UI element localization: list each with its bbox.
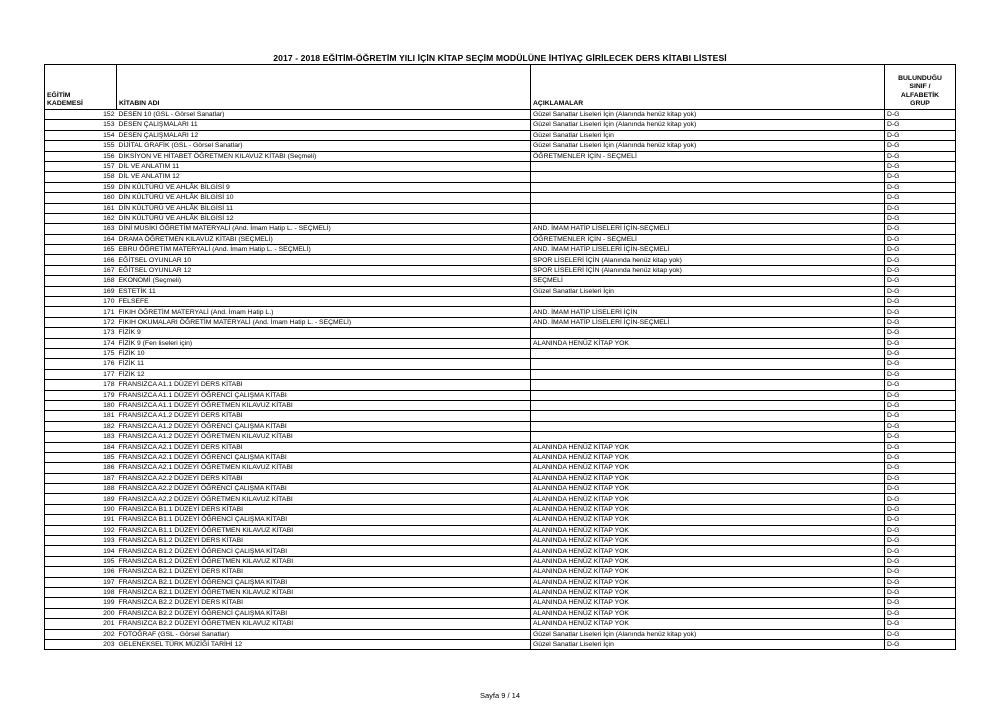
book-description: ALANINDA HENÜZ KİTAP YOK xyxy=(531,619,885,629)
table-row xyxy=(45,369,956,379)
group-code: D-G xyxy=(885,587,956,597)
group-code: D-G xyxy=(885,536,956,546)
group-code: D-G xyxy=(885,193,956,203)
table-row xyxy=(45,442,956,452)
book-description xyxy=(531,421,885,431)
row-number: 187 xyxy=(45,473,117,483)
group-code: D-G xyxy=(885,484,956,494)
group-code: D-G xyxy=(885,608,956,618)
book-name: FIKIH OKUMALARI ÖĞRETİM MATERYALİ (And. İmam Hatip L. - SEÇMELİ) xyxy=(117,317,531,327)
book-description xyxy=(531,411,885,421)
column-header-group-line4: GRUP xyxy=(910,100,930,108)
row-number: 193 xyxy=(45,536,117,546)
row-number: 177 xyxy=(45,369,117,379)
book-description: ALANINDA HENÜZ KİTAP YOK xyxy=(531,484,885,494)
group-code: D-G xyxy=(885,598,956,608)
column-header-kademe-line2: KADEMESİ xyxy=(47,100,83,108)
table-row xyxy=(45,587,956,597)
book-name: ESTETİK 11 xyxy=(117,286,531,296)
table-row xyxy=(45,504,956,514)
table-row xyxy=(45,484,956,494)
row-number: 172 xyxy=(45,317,117,327)
group-code: D-G xyxy=(885,265,956,275)
row-number: 184 xyxy=(45,442,117,452)
book-description: Güzel Sanatlar Liseleri İçin xyxy=(531,286,885,296)
row-number: 186 xyxy=(45,463,117,473)
book-name: FRANSIZCA B2.1 DÜZEYİ ÖĞRENCİ ÇALIŞMA KİTABI xyxy=(117,577,531,587)
book-name: FRANSIZCA A2.1 DÜZEYİ ÖĞRENCİ ÇALIŞMA KİTABI xyxy=(117,452,531,462)
row-number: 197 xyxy=(45,577,117,587)
row-number: 161 xyxy=(45,203,117,213)
table-row xyxy=(45,130,956,140)
row-number: 183 xyxy=(45,432,117,442)
group-code: D-G xyxy=(885,224,956,234)
book-description: ALANINDA HENÜZ KİTAP YOK xyxy=(531,525,885,535)
book-name: FRANSIZCA A1.2 DÜZEYİ DERS KİTABI xyxy=(117,411,531,421)
book-description xyxy=(531,359,885,369)
group-code: D-G xyxy=(885,297,956,307)
group-code: D-G xyxy=(885,494,956,504)
book-description: ALANINDA HENÜZ KİTAP YOK xyxy=(531,608,885,618)
book-description xyxy=(531,390,885,400)
table-row xyxy=(45,328,956,338)
row-number: 192 xyxy=(45,525,117,535)
book-name: GELENEKSEL TÜRK MÜZİĞİ TARİHİ 12 xyxy=(117,639,531,649)
row-number: 154 xyxy=(45,130,117,140)
table-row xyxy=(45,338,956,348)
book-description xyxy=(531,203,885,213)
book-description xyxy=(531,172,885,182)
row-number: 202 xyxy=(45,629,117,639)
book-description: Güzel Sanatlar Liseleri İçin (Alanında henüz kitap yok) xyxy=(531,120,885,130)
group-code: D-G xyxy=(885,546,956,556)
book-name: FRANSIZCA B2.1 DÜZEYİ DERS KİTABI xyxy=(117,567,531,577)
book-name: DİN KÜLTÜRÜ VE AHLÂK BİLGİSİ 12 xyxy=(117,213,531,223)
row-number: 201 xyxy=(45,619,117,629)
book-name: DİN KÜLTÜRÜ VE AHLÂK BİLGİSİ 9 xyxy=(117,182,531,192)
table-row xyxy=(45,255,956,265)
row-number: 174 xyxy=(45,338,117,348)
row-number: 164 xyxy=(45,234,117,244)
book-name: FİZİK 9 xyxy=(117,328,531,338)
book-description: AND. İMAM HATİP LİSELERİ İÇİN-SEÇMELİ xyxy=(531,245,885,255)
book-name: FRANSIZCA A2.2 DÜZEYİ ÖĞRENCİ ÇALIŞMA KİTABI xyxy=(117,484,531,494)
book-description: ALANINDA HENÜZ KİTAP YOK xyxy=(531,504,885,514)
row-number: 185 xyxy=(45,452,117,462)
book-description: Güzel Sanatlar Liseleri İçin (Alanında henüz kitap yok) xyxy=(531,629,885,639)
row-number: 163 xyxy=(45,224,117,234)
row-number: 155 xyxy=(45,141,117,151)
row-number: 152 xyxy=(45,110,117,120)
book-name: DESEN ÇALIŞMALARI 12 xyxy=(117,130,531,140)
table-row xyxy=(45,151,956,161)
row-number: 159 xyxy=(45,182,117,192)
column-header-group-line2: SINIF / xyxy=(909,83,931,91)
table-row xyxy=(45,598,956,608)
table-row xyxy=(45,536,956,546)
group-code: D-G xyxy=(885,639,956,649)
column-header-name: KİTABIN ADI xyxy=(117,65,531,110)
row-number: 175 xyxy=(45,348,117,358)
row-number: 188 xyxy=(45,484,117,494)
table-row xyxy=(45,245,956,255)
group-code: D-G xyxy=(885,556,956,566)
table-row xyxy=(45,452,956,462)
row-number: 199 xyxy=(45,598,117,608)
book-description xyxy=(531,380,885,390)
table-row xyxy=(45,193,956,203)
book-name: DİL VE ANLATIM 12 xyxy=(117,172,531,182)
group-code: D-G xyxy=(885,369,956,379)
table-row xyxy=(45,182,956,192)
table-row xyxy=(45,172,956,182)
book-description: ALANINDA HENÜZ KİTAP YOK xyxy=(531,536,885,546)
book-name: FELSEFE xyxy=(117,297,531,307)
book-description: ÖĞRETMENLER İÇİN - SEÇMELİ xyxy=(531,234,885,244)
row-number: 173 xyxy=(45,328,117,338)
book-name: DRAMA ÖĞRETMEN KILAVUZ KİTABI (SEÇMELİ) xyxy=(117,234,531,244)
group-code: D-G xyxy=(885,359,956,369)
table-row xyxy=(45,234,956,244)
group-code: D-G xyxy=(885,452,956,462)
book-name: FRANSIZCA B1.2 DÜZEYİ ÖĞRETMEN KILAVUZ KİTABI xyxy=(117,556,531,566)
book-name: DESEN ÇALIŞMALARI 11 xyxy=(117,120,531,130)
column-header-group-line1: BULUNDUĞU xyxy=(898,74,942,82)
table-row xyxy=(45,494,956,504)
table-row xyxy=(45,348,956,358)
column-header-kademe xyxy=(45,65,117,110)
book-description: ALANINDA HENÜZ KİTAP YOK xyxy=(531,598,885,608)
group-code: D-G xyxy=(885,120,956,130)
row-number: 190 xyxy=(45,504,117,514)
group-code: D-G xyxy=(885,619,956,629)
row-number: 181 xyxy=(45,411,117,421)
table-row xyxy=(45,265,956,275)
book-description xyxy=(531,348,885,358)
book-description: ALANINDA HENÜZ KİTAP YOK xyxy=(531,546,885,556)
book-description: ALANINDA HENÜZ KİTAP YOK xyxy=(531,515,885,525)
table-row xyxy=(45,608,956,618)
book-description: ALANINDA HENÜZ KİTAP YOK xyxy=(531,556,885,566)
table-row xyxy=(45,224,956,234)
group-code: D-G xyxy=(885,317,956,327)
book-name: EKONOMİ (Seçmeli) xyxy=(117,276,531,286)
group-code: D-G xyxy=(885,307,956,317)
column-header-desc: AÇIKLAMALAR xyxy=(531,65,885,110)
row-number: 195 xyxy=(45,556,117,566)
book-name: DİN KÜLTÜRÜ VE AHLÂK BİLGİSİ 11 xyxy=(117,203,531,213)
book-description: SPOR LİSELERİ İÇİN (Alanında henüz kitap yok) xyxy=(531,265,885,275)
group-code: D-G xyxy=(885,390,956,400)
row-number: 170 xyxy=(45,297,117,307)
group-code: D-G xyxy=(885,151,956,161)
book-description: ÖĞRETMENLER İÇİN - SEÇMELİ xyxy=(531,151,885,161)
table-row xyxy=(45,213,956,223)
table-row xyxy=(45,577,956,587)
book-description: Güzel Sanatlar Liseleri İçin xyxy=(531,130,885,140)
group-code: D-G xyxy=(885,421,956,431)
book-name: DİJİTAL GRAFİK (GSL - Görsel Sanatlar) xyxy=(117,141,531,151)
table-row xyxy=(45,359,956,369)
table-row xyxy=(45,629,956,639)
group-code: D-G xyxy=(885,463,956,473)
row-number: 180 xyxy=(45,400,117,410)
book-name: FRANSIZCA B1.1 DÜZEYİ ÖĞRENCİ ÇALIŞMA KİTABI xyxy=(117,515,531,525)
table-row xyxy=(45,525,956,535)
book-description xyxy=(531,432,885,442)
row-number: 176 xyxy=(45,359,117,369)
group-code: D-G xyxy=(885,432,956,442)
row-number: 162 xyxy=(45,213,117,223)
group-code: D-G xyxy=(885,338,956,348)
table-row xyxy=(45,400,956,410)
book-name: FRANSIZCA B2.2 DÜZEYİ ÖĞRENCİ ÇALIŞMA KİTABI xyxy=(117,608,531,618)
book-description: Güzel Sanatlar Liseleri İçin xyxy=(531,639,885,649)
book-description xyxy=(531,213,885,223)
group-code: D-G xyxy=(885,286,956,296)
book-description xyxy=(531,400,885,410)
group-code: D-G xyxy=(885,182,956,192)
book-description: AND. İMAM HATİP LİSELERİ İÇİN-SEÇMELİ xyxy=(531,317,885,327)
table-row xyxy=(45,276,956,286)
group-code: D-G xyxy=(885,110,956,120)
group-code: D-G xyxy=(885,245,956,255)
book-name: FOTOĞRAF (GSL - Görsel Sanatlar) xyxy=(117,629,531,639)
table-row xyxy=(45,473,956,483)
book-list-table xyxy=(44,64,956,650)
book-description: AND. İMAM HATİP LİSELERİ İÇİN xyxy=(531,307,885,317)
table-header-row xyxy=(45,65,956,110)
table-row xyxy=(45,110,956,120)
table-body xyxy=(45,110,956,650)
table-row xyxy=(45,421,956,431)
table-row xyxy=(45,286,956,296)
book-name: FRANSIZCA B1.2 DÜZEYİ ÖĞRENCİ ÇALIŞMA KİTABI xyxy=(117,546,531,556)
table-row xyxy=(45,546,956,556)
book-description: ALANINDA HENÜZ KİTAP YOK xyxy=(531,442,885,452)
book-name: FIKIH ÖĞRETİM MATERYALİ (And. İmam Hatip L.) xyxy=(117,307,531,317)
book-name: FRANSIZCA B1.1 DÜZEYİ DERS KİTABI xyxy=(117,504,531,514)
group-code: D-G xyxy=(885,577,956,587)
table-row xyxy=(45,432,956,442)
group-code: D-G xyxy=(885,172,956,182)
column-header-kademe-line1: EĞİTİM xyxy=(47,91,71,99)
book-name: FRANSIZCA A1.2 DÜZEYİ ÖĞRENCİ ÇALIŞMA KİTABI xyxy=(117,421,531,431)
book-description: ALANINDA HENÜZ KİTAP YOK xyxy=(531,338,885,348)
table-row xyxy=(45,203,956,213)
book-name: DESEN 10 (GSL - Görsel Sanatlar) xyxy=(117,110,531,120)
book-description xyxy=(531,297,885,307)
group-code: D-G xyxy=(885,380,956,390)
book-name: FRANSIZCA B1.2 DÜZEYİ DERS KİTABI xyxy=(117,536,531,546)
table-row xyxy=(45,463,956,473)
row-number: 166 xyxy=(45,255,117,265)
group-code: D-G xyxy=(885,213,956,223)
row-number: 178 xyxy=(45,380,117,390)
table-row xyxy=(45,619,956,629)
group-code: D-G xyxy=(885,276,956,286)
table-row xyxy=(45,141,956,151)
book-name: FİZİK 12 xyxy=(117,369,531,379)
book-description: Güzel Sanatlar Liseleri İçin (Alanında henüz kitap yok) xyxy=(531,141,885,151)
book-name: DİKSİYON VE HİTABET ÖĞRETMEN KILAVUZ KİTABI (Seçmeli) xyxy=(117,151,531,161)
group-code: D-G xyxy=(885,411,956,421)
book-name: DİNİ MUSİKİ ÖĞRETİM MATERYALİ (And. İmam Hatip L. - SEÇMELİ) xyxy=(117,224,531,234)
book-name: EĞİTSEL OYUNLAR 12 xyxy=(117,265,531,275)
book-description: ALANINDA HENÜZ KİTAP YOK xyxy=(531,494,885,504)
table-row xyxy=(45,307,956,317)
book-name: FRANSIZCA A1.1 DÜZEYİ ÖĞRETMEN KILAVUZ KİTABI xyxy=(117,400,531,410)
group-code: D-G xyxy=(885,203,956,213)
table-row xyxy=(45,515,956,525)
book-name: EBRU ÖĞRETİM MATERYALİ (And. İmam Hatip L. - SEÇMELİ) xyxy=(117,245,531,255)
book-description: ALANINDA HENÜZ KİTAP YOK xyxy=(531,587,885,597)
book-description xyxy=(531,161,885,171)
page-title: 2017 - 2018 EĞİTİM-ÖĞRETİM YILI İÇİN KİTAP SEÇİM MODÜLÜNE İHTİYAÇ GİRİLECEK DERS KİTABI LİSTESİ xyxy=(273,53,727,63)
group-code: D-G xyxy=(885,348,956,358)
book-description: ALANINDA HENÜZ KİTAP YOK xyxy=(531,577,885,587)
row-number: 203 xyxy=(45,639,117,649)
row-number: 189 xyxy=(45,494,117,504)
book-name: FRANSIZCA A2.1 DÜZEYİ ÖĞRETMEN KILAVUZ KİTABI xyxy=(117,463,531,473)
book-description: ALANINDA HENÜZ KİTAP YOK xyxy=(531,463,885,473)
book-name: DİL VE ANLATIM 11 xyxy=(117,161,531,171)
book-description: ALANINDA HENÜZ KİTAP YOK xyxy=(531,452,885,462)
book-description xyxy=(531,328,885,338)
page-number: Sayfa 9 / 14 xyxy=(479,691,521,700)
group-code: D-G xyxy=(885,234,956,244)
group-code: D-G xyxy=(885,130,956,140)
book-name: FRANSIZCA A1.1 DÜZEYİ DERS KİTABI xyxy=(117,380,531,390)
book-name: FRANSIZCA A2.2 DÜZEYİ ÖĞRETMEN KILAVUZ KİTABI xyxy=(117,494,531,504)
table-row xyxy=(45,411,956,421)
book-name: FRANSIZCA B2.2 DÜZEYİ ÖĞRETMEN KILAVUZ KİTABI xyxy=(117,619,531,629)
group-code: D-G xyxy=(885,161,956,171)
column-header-group xyxy=(885,65,956,110)
book-description: ALANINDA HENÜZ KİTAP YOK xyxy=(531,567,885,577)
book-description xyxy=(531,193,885,203)
book-description: Güzel Sanatlar Liseleri İçin (Alanında henüz kitap yok) xyxy=(531,110,885,120)
book-name: FİZİK 9 (Fen liseleri için) xyxy=(117,338,531,348)
book-name: EĞİTSEL OYUNLAR 10 xyxy=(117,255,531,265)
table-row xyxy=(45,161,956,171)
group-code: D-G xyxy=(885,473,956,483)
row-number: 165 xyxy=(45,245,117,255)
row-number: 169 xyxy=(45,286,117,296)
row-number: 196 xyxy=(45,567,117,577)
group-code: D-G xyxy=(885,525,956,535)
book-name: FİZİK 10 xyxy=(117,348,531,358)
table-row xyxy=(45,297,956,307)
book-name: FRANSIZCA B1.1 DÜZEYİ ÖĞRETMEN KILAVUZ KİTABI xyxy=(117,525,531,535)
table-row xyxy=(45,380,956,390)
table-row xyxy=(45,317,956,327)
column-header-group-line3: ALFABETİK xyxy=(900,91,940,99)
row-number: 194 xyxy=(45,546,117,556)
group-code: D-G xyxy=(885,567,956,577)
row-number: 153 xyxy=(45,120,117,130)
book-name: DİN KÜLTÜRÜ VE AHLÂK BİLGİSİ 10 xyxy=(117,193,531,203)
table-row xyxy=(45,556,956,566)
group-code: D-G xyxy=(885,328,956,338)
book-description: SPOR LİSELERİ İÇİN (Alanında henüz kitap yok) xyxy=(531,255,885,265)
row-number: 156 xyxy=(45,151,117,161)
row-number: 171 xyxy=(45,307,117,317)
row-number: 179 xyxy=(45,390,117,400)
row-number: 158 xyxy=(45,172,117,182)
group-code: D-G xyxy=(885,629,956,639)
row-number: 200 xyxy=(45,608,117,618)
book-name: FİZİK 11 xyxy=(117,359,531,369)
book-name: FRANSIZCA A2.2 DÜZEYİ DERS KİTABI xyxy=(117,473,531,483)
group-code: D-G xyxy=(885,141,956,151)
group-code: D-G xyxy=(885,515,956,525)
table-row xyxy=(45,567,956,577)
table-row xyxy=(45,390,956,400)
book-description: SEÇMELİ xyxy=(531,276,885,286)
group-code: D-G xyxy=(885,400,956,410)
book-name: FRANSIZCA A1.2 DÜZEYİ ÖĞRETMEN KILAVUZ KİTABI xyxy=(117,432,531,442)
table-row xyxy=(45,639,956,649)
row-number: 198 xyxy=(45,587,117,597)
row-number: 167 xyxy=(45,265,117,275)
book-name: FRANSIZCA B2.2 DÜZEYİ DERS KİTABI xyxy=(117,598,531,608)
book-description: AND. İMAM HATİP LİSELERİ İÇİN-SEÇMELİ xyxy=(531,224,885,234)
group-code: D-G xyxy=(885,442,956,452)
book-description xyxy=(531,182,885,192)
table-row xyxy=(45,120,956,130)
group-code: D-G xyxy=(885,504,956,514)
row-number: 191 xyxy=(45,515,117,525)
book-name: FRANSIZCA B2.1 DÜZEYİ ÖĞRETMEN KILAVUZ KİTABI xyxy=(117,587,531,597)
book-name: FRANSIZCA A1.1 DÜZEYİ ÖĞRENCİ ÇALIŞMA KİTABI xyxy=(117,390,531,400)
row-number: 160 xyxy=(45,193,117,203)
book-description: ALANINDA HENÜZ KİTAP YOK xyxy=(531,473,885,483)
book-name: FRANSIZCA A2.1 DÜZEYİ DERS KİTABI xyxy=(117,442,531,452)
book-description xyxy=(531,369,885,379)
row-number: 157 xyxy=(45,161,117,171)
row-number: 168 xyxy=(45,276,117,286)
row-number: 182 xyxy=(45,421,117,431)
group-code: D-G xyxy=(885,255,956,265)
